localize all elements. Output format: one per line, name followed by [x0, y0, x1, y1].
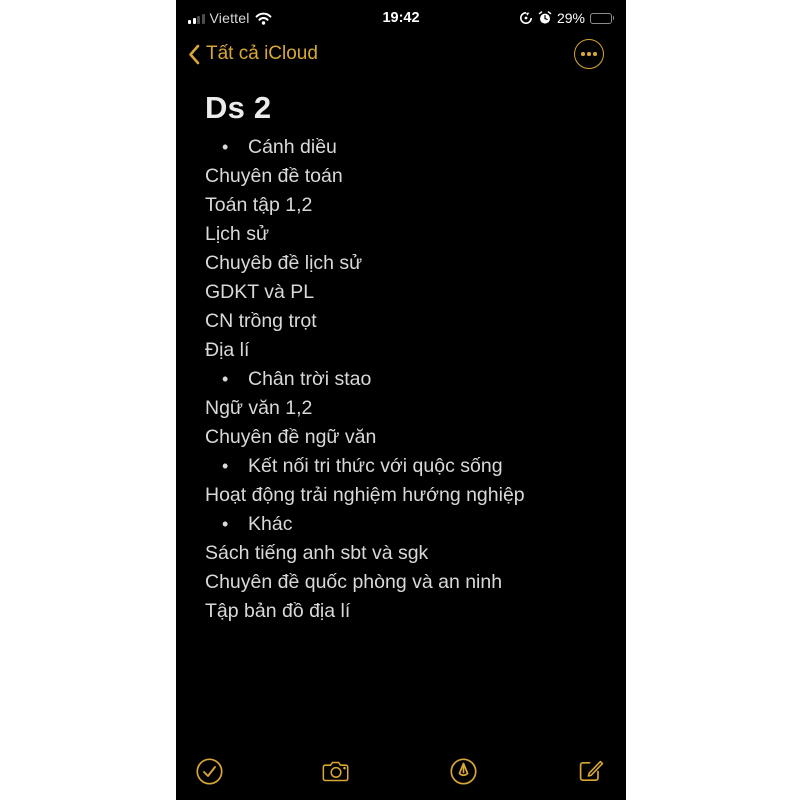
- checkmark-circle-icon: [196, 758, 223, 785]
- battery-percent-label: 29%: [556, 10, 585, 26]
- compose-button[interactable]: [577, 757, 605, 785]
- note-lines: [205, 133, 598, 626]
- note-line: Ngữ văn 1,2: [205, 397, 313, 419]
- note-line: Sách tiếng anh sbt và sgk: [205, 542, 429, 564]
- back-button-label: Tất cả iCloud: [206, 43, 318, 64]
- note-line: Chuyên đề quốc phòng và an ninh: [205, 571, 503, 593]
- camera-icon: [322, 759, 350, 784]
- note-line: • Cánh diều: [205, 133, 598, 162]
- status-bar: [176, 0, 626, 30]
- more-options-button[interactable]: [574, 39, 604, 69]
- note-line: Toán tập 1,2: [205, 194, 313, 216]
- bullet-glyph: •: [222, 456, 229, 476]
- note-line: • Kết nối tri thức với quộc sống: [205, 452, 598, 481]
- note-line: GDKT và PL: [205, 281, 315, 303]
- alarm-clock-icon: [538, 11, 552, 25]
- battery-icon: [590, 13, 614, 24]
- clock-time: 19:42: [382, 10, 420, 26]
- notes-app-screen: [176, 0, 626, 800]
- checklist-button[interactable]: [195, 757, 223, 785]
- note-line: Lịch sử: [205, 223, 269, 245]
- note-line: • Khác: [205, 510, 598, 539]
- nav-bar: [176, 32, 626, 76]
- wifi-icon: [255, 12, 272, 25]
- note-line: Địa lí: [205, 339, 250, 361]
- note-line: CN trồng trọt: [205, 310, 317, 332]
- camera-button[interactable]: [322, 757, 350, 785]
- back-button[interactable]: [188, 43, 318, 65]
- bullet-glyph: •: [222, 514, 229, 534]
- rotation-lock-icon: [519, 11, 533, 25]
- note-body[interactable]: [176, 76, 626, 626]
- note-line: • Chân trời stao: [205, 365, 598, 394]
- compose-icon: [577, 757, 605, 785]
- cell-signal-icon: [188, 13, 205, 24]
- bottom-toolbar: [176, 746, 626, 800]
- chevron-left-icon: [188, 44, 200, 65]
- ellipsis-icon: [581, 52, 585, 56]
- bullet-glyph: •: [222, 369, 229, 389]
- markup-button[interactable]: [450, 757, 478, 785]
- note-line: Chuyên đề toán: [205, 165, 343, 187]
- note-line: Hoạt động trải nghiệm hướng nghiệp: [205, 484, 525, 506]
- note-line: Tập bản đồ địa lí: [205, 600, 351, 622]
- carrier-label: Viettel: [209, 10, 250, 26]
- note-title: Ds 2: [205, 90, 272, 125]
- note-line: Chuyên đề ngữ văn: [205, 426, 377, 448]
- bullet-glyph: •: [222, 137, 229, 157]
- markup-pen-icon: [450, 758, 477, 785]
- note-line: Chuyêb đề lịch sử: [205, 252, 363, 274]
